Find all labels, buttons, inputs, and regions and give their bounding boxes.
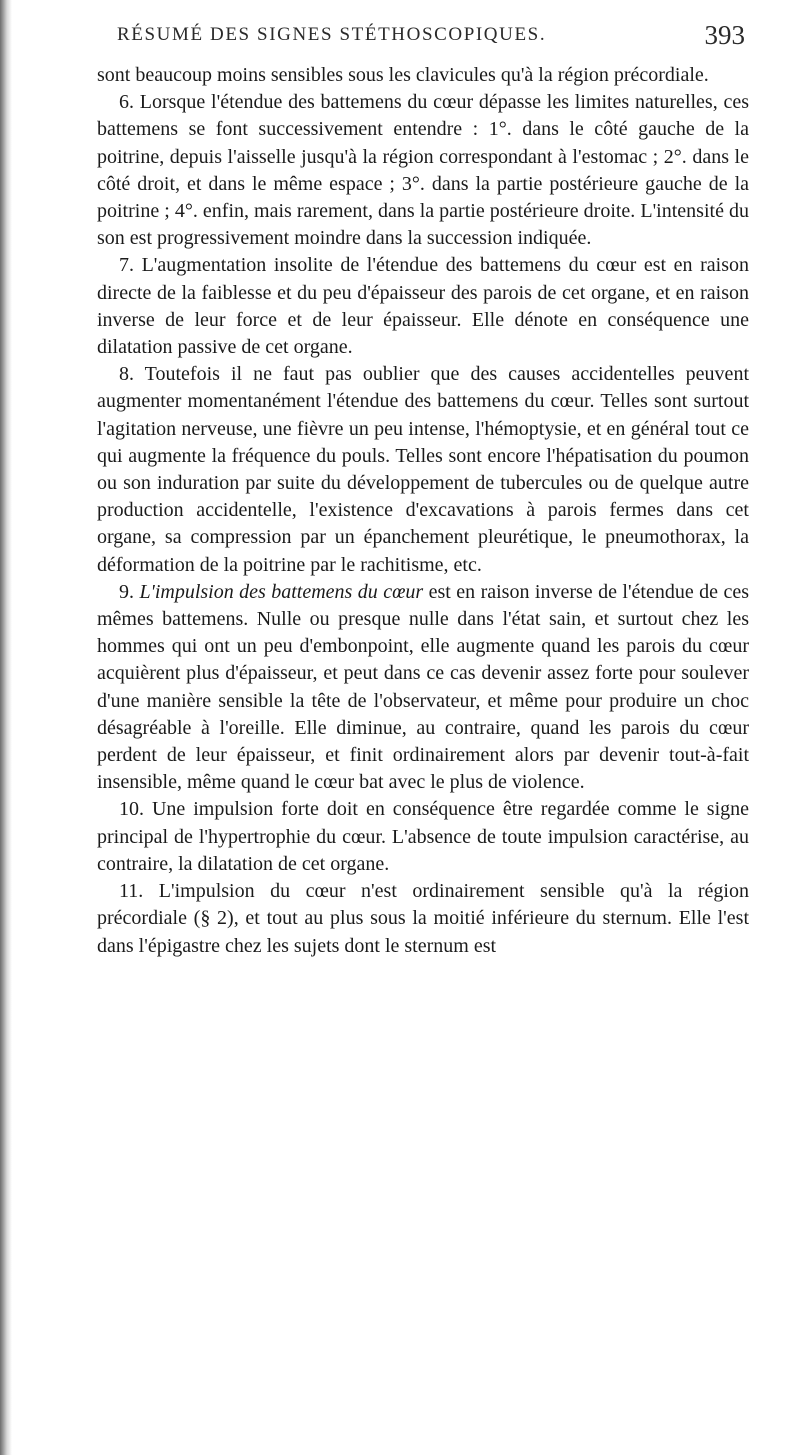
page-number: 393 bbox=[704, 20, 745, 50]
paragraph-9-number: 9. bbox=[119, 580, 134, 603]
page-header bbox=[85, 20, 745, 54]
binding-gutter bbox=[0, 0, 12, 1455]
paragraph-9 bbox=[97, 579, 749, 797]
paragraph-8: 8. Toutefois il ne faut pas oublier que des causes accidentelles peuvent augmenter momentanément l'étendue des battemens du cœur. Telles sont surtout l'agitation nerveuse, une fièvre un peu intense, l'hémoptysie, et en général tout ce qui augmente la fréquence du pouls. Telles sont encore l'hépatisation du poumon ou son induration par suite du développement de tubercules ou de quelque autre production accidentelle, l'existence d'excavations à parois fermes dans cet organe, sa compression par un épanchement pleurétique, le pneumothorax, la déformation de la poitrine par le rachitisme, etc. bbox=[97, 363, 749, 576]
paragraph-9-italic-heading: L'impulsion des battemens du cœur bbox=[139, 580, 424, 603]
paragraph-11: 11. L'impulsion du cœur n'est ordinairement sensible qu'à la région précordiale (§ 2), et tout au plus sous la moitié inférieure du sternum. Elle l'est dans l'épigastre chez les sujets dont le sternum est bbox=[97, 880, 749, 957]
paragraph-9-text: est en raison inverse de l'étendue de ces mêmes battemens. Nulle ou presque nulle dans l'état sain, et surtout chez les hommes qui ont un peu d'embonpoint, elle augmente quand les parois du cœur acquièrent plus d'épaisseur, et peut dans ce cas devenir assez forte pour soulever d'une manière sensible la tête de l'observateur, et même pour produire un choc désagréable à l'oreille. Elle diminue, au contraire, quand les parois du cœur perdent de leur épaisseur, et finit ordinairement alors par devenir tout-à-fait insensible, même quand le cœur bat avec le plus de violence. bbox=[97, 580, 749, 794]
body-text bbox=[97, 62, 749, 960]
paragraph-7: 7. L'augmentation insolite de l'étendue des battemens du cœur est en raison directe de la faiblesse et du peu d'épaisseur des parois de cet organe, et en raison inverse de leur force et de leur épaisseur. Elle dénote en conséquence une dilatation passive de cet organe. bbox=[97, 254, 749, 359]
paragraph-6: 6. Lorsque l'étendue des battemens du cœur dépasse les limites naturelles, ces battemens se font successivement entendre : 1°. dans le côté gauche de la poitrine, depuis l'aisselle jusqu'à la région correspondant à l'estomac ; 2°. dans le côté droit, et dans le même espace ; 3°. dans la partie postérieure gauche de la poitrine ; 4°. enfin, mais rarement, dans la partie postérieure droite. L'intensité du son est progressivement moindre dans la succession indiquée. bbox=[97, 91, 749, 250]
paragraph-10: 10. Une impulsion forte doit en conséquence être regardée comme le signe principal de l'hypertrophie du cœur. L'absence de toute impulsion caractérise, au contraire, la dilatation de cet organe. bbox=[97, 798, 749, 875]
running-title: RÉSUMÉ DES SIGNES STÉTHOSCOPIQUES. bbox=[117, 24, 547, 45]
paragraph-continued: sont beaucoup moins sensibles sous les clavicules qu'à la région précordiale. bbox=[97, 64, 709, 86]
